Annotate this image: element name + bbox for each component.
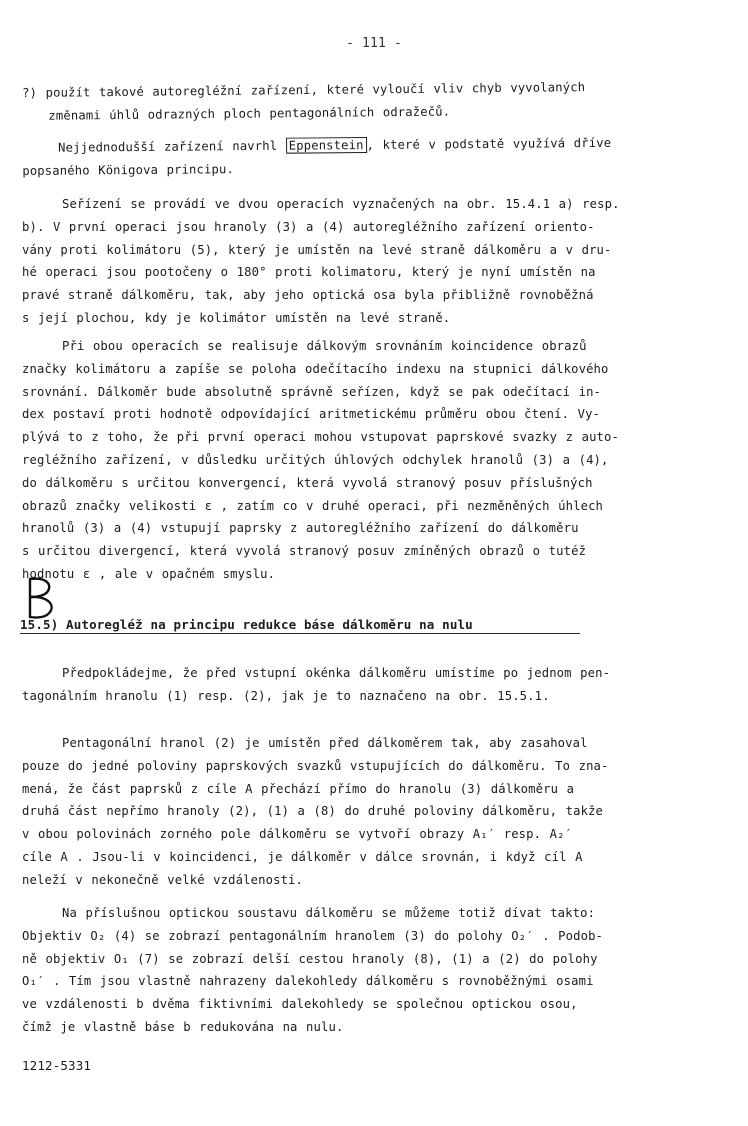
text-line: hranolů (3) a (4) vstupují paprsky z autoregléžního zařízení do dálkoměru: [22, 521, 579, 536]
text-line: b). V první operaci jsou hranoly (3) a (4) autoregléžního zařízení oriento-: [22, 219, 595, 234]
text-line: O₁′ . Tím jsou vlastně nahrazeny dalekohledy dálkoměru s rovnoběžnými osami: [22, 974, 594, 989]
text-line: s její plochou, kdy je kolimátor umístěn na levé straně.: [22, 310, 451, 325]
text-line: popsaného Königova principu.: [22, 161, 235, 178]
handwritten-b-mark: [24, 576, 56, 620]
text-line: vány proti kolimátoru (5), který je umístěn na levé straně dálkoměru a v dru-: [22, 242, 612, 257]
text-line: obrazů značky velikosti ε , zatím co v druhé operaci, při nezměněných úhlech: [22, 498, 604, 513]
text-line: změnami úhlů odrazných ploch pentagonálních odražečů.: [48, 104, 451, 123]
boxed-name: Eppenstein: [286, 137, 367, 154]
paragraph-2: [22, 131, 712, 183]
text-line: druhá část nepřímo hranoly (2), (1) a (8) do druhé poloviny dálkoměru, takže: [22, 804, 604, 819]
text-line: hé operaci jsou pootočeny o 180° proti kolimatoru, který je nyní umístěn na: [22, 265, 596, 280]
text-line: pouze do jedné poloviny paprskových svazků vstupujících do dálkoměru. To zna-: [22, 758, 609, 773]
text-line: Na příslušnou optickou soustavu dálkoměru se můžeme totiž dívat takto:: [62, 906, 596, 920]
text-line: plývá to z toho, že při první operaci mohou vstupovat paprskové svazky z auto-: [22, 430, 620, 445]
section-heading: 15.5) Autoregléž na principu redukce báse dálkoměru na nulu: [20, 617, 580, 634]
paragraph-3: [22, 193, 712, 330]
text-line: dex postaví proti hodnotě odpovídající aritmetickému průměru obou čtení. Vy-: [22, 407, 601, 422]
text-line: cíle A . Jsou-li v koincidenci, je dálkoměr v dálce srovnán, i když cíl A: [22, 849, 583, 864]
text-line: regléžního zařízení, v důsledku určitých úhlových odchylek hranolů (3) a (4),: [22, 452, 609, 467]
text-line: Objektiv O₂ (4) se zobrazí pentagonálním hranolem (3) do polohy O₂′ . Podob-: [22, 928, 604, 943]
text-line: srovnání. Dálkoměr bude absolutně správně seřízen, když se pak odečítací in-: [22, 384, 602, 399]
paragraph-5: [22, 662, 712, 708]
paragraph-7: [22, 902, 712, 1039]
text-line: Nejjednodušší zařízení navrhl Eppenstein , které v podstatě využívá dříve: [58, 135, 612, 155]
text-line: mená, že část paprsků z cíle A přechází přímo do hranolu (3) dálkoměru a: [22, 781, 575, 796]
text-line: Předpokládejme, že před vstupní okénka dálkoměru umístíme po jednom pen-: [62, 666, 611, 680]
paragraph-1: [22, 75, 712, 128]
text-line: neleží v nekonečně velké vzdálenosti.: [22, 872, 304, 887]
text-line: značky kolimátoru a zapíše se poloha odečítacího indexu na stupnici dálkového: [22, 361, 609, 376]
text-line: do dálkoměru s určitou konvergencí, která vyvolá stranový posuv příslušných: [22, 475, 593, 490]
text-line: Pentagonální hranol (2) je umístěn před dálkoměrem tak, aby zasahoval: [62, 736, 588, 750]
text-line: tagonálním hranolu (1) resp. (2), jak je to naznačeno na obr. 15.5.1.: [22, 688, 550, 703]
paragraph-6: [22, 732, 712, 892]
text-line: ?) použít takové autoregléžní zařízení, které vyloučí vliv chyb vyvolaných: [22, 80, 586, 100]
paragraph-4: [22, 335, 712, 586]
text-line: s určitou divergencí, která vyvolá stranový posuv zmíněných obrazů o tutéž: [22, 544, 587, 559]
page-number: - 111 -: [346, 36, 402, 51]
text-line: ve vzdálenosti b dvěma fiktivními dalekohledy se společnou optickou osou,: [22, 997, 578, 1012]
text-line: Seřízení se provádí ve dvou operacích vyznačených na obr. 15.4.1 a) resp.: [62, 197, 620, 211]
text-line: Při obou operacích se realisuje dálkovým srovnáním koincidence obrazů: [62, 339, 587, 353]
text-line: čímž je vlastně báse b redukována na nulu.: [22, 1019, 344, 1034]
text-line: hodnotu ε , ale v opačném smyslu.: [22, 566, 276, 581]
text-line: v obou polovinách zorného pole dálkoměru se vytvoří obrazy A₁′ resp. A₂′: [22, 827, 573, 842]
text-line: pravé straně dálkoměru, tak, aby jeho optická osa byla přibližně rovnoběžná: [22, 288, 594, 303]
text-line: ně objektiv O₁ (7) se zobrazí delší cestou hranoly (8), (1) a (2) do polohy: [22, 951, 598, 966]
document-code: 1212-5331: [22, 1058, 92, 1073]
